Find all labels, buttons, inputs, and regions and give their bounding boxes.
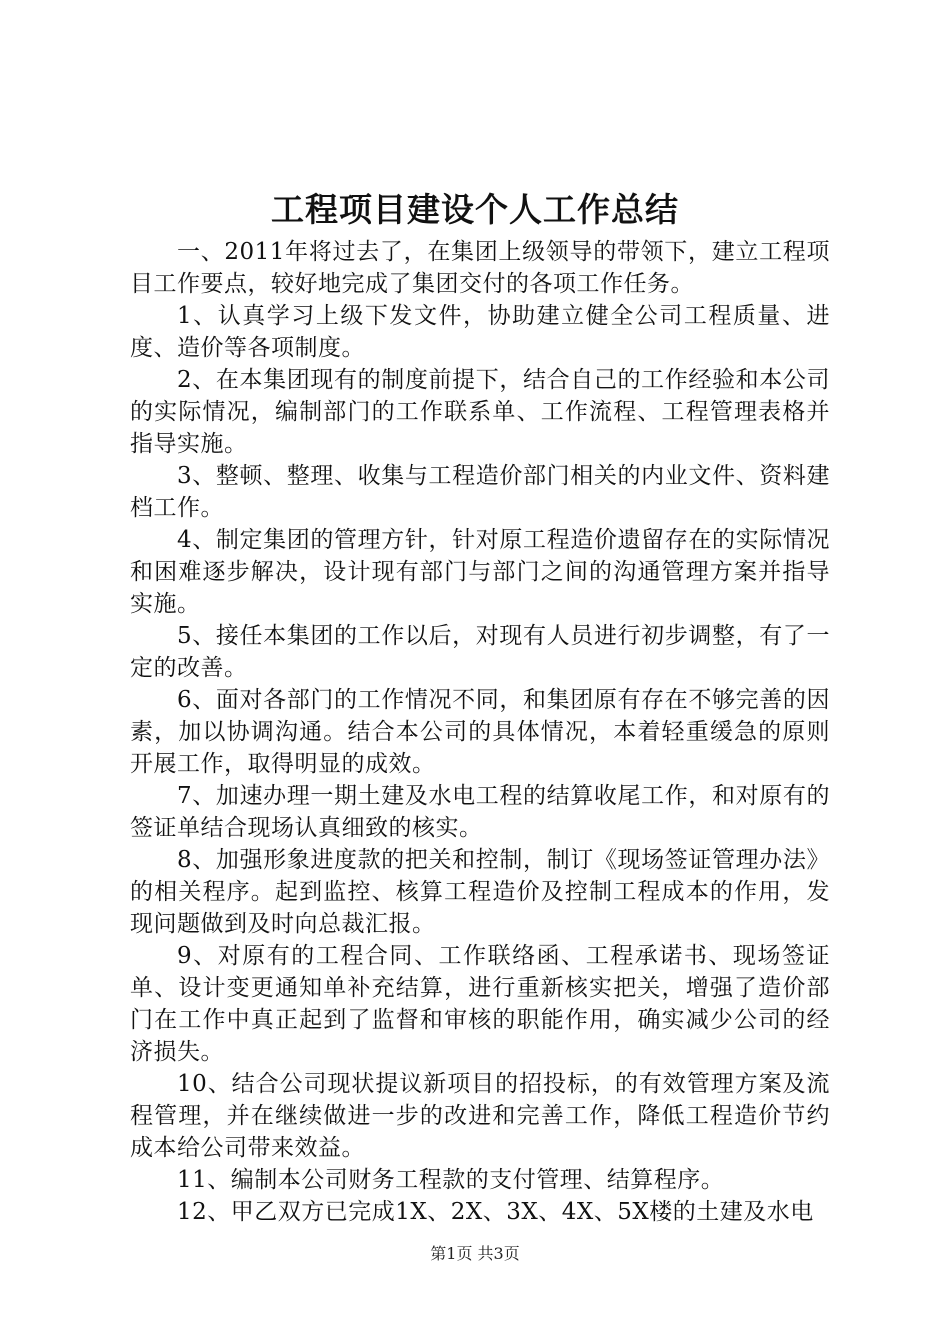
document-title: 工程项目建设个人工作总结 [271,190,679,229]
page-number-footer: 第1页 共3页 [430,1244,520,1263]
paragraph: 9、对原有的工程合同、工作联络函、工程承诺书、现场签证单、设计变更通知单补充结算，进行重新核实把关，增强了造价部门在工作中真正起到了监督和审核的职能作用，确实减少公司的经济损失。 [130,943,830,1065]
paragraph: 6、面对各部门的工作情况不同，和集团原有存在不够完善的因素，加以协调沟通。结合本公司的具体情况，本着轻重缓急的原则开展工作，取得明显的成效。 [130,687,830,777]
paragraph: 11、编制本公司财务工程款的支付管理、结算程序。 [177,1167,725,1193]
paragraph: 10、结合公司现状提议新项目的招投标，的有效管理方案及流程管理，并在继续做进一步的改进和完善工作，降低工程造价节约成本给公司带来效益。 [130,1071,830,1161]
paragraph: 一、2011年将过去了，在集团上级领导的带领下，建立工程项目工作要点，较好地完成了集团交付的各项工作任务。 [130,239,830,297]
paragraph: 1、认真学习上级下发文件，协助建立健全公司工程质量、进度、造价等各项制度。 [130,303,830,361]
document-body [130,236,830,1228]
paragraph: 4、制定集团的管理方针，针对原工程造价遗留存在的实际情况和困难逐步解决，设计现有部门与部门之间的沟通管理方案并指导实施。 [130,527,830,617]
paragraph: 8、加强形象进度款的把关和控制，制订《现场签证管理办法》的相关程序。起到监控、核算工程造价及控制工程成本的作用，发现问题做到及时向总裁汇报。 [130,847,830,937]
paragraph: 7、加速办理一期土建及水电工程的结算收尾工作，和对原有的签证单结合现场认真细致的核实。 [130,783,830,841]
paragraph: 3、整顿、整理、收集与工程造价部门相关的内业文件、资料建档工作。 [130,463,830,521]
paragraph: 5、接任本集团的工作以后，对现有人员进行初步调整，有了一定的改善。 [130,623,830,681]
paragraph: 2、在本集团现有的制度前提下，结合自己的工作经验和本公司的实际情况，编制部门的工作联系单、工作流程、工程管理表格并指导实施。 [130,367,830,457]
paragraph: 12、甲乙双方已完成1X、2X、3X、4X、5X楼的土建及水电 [177,1199,814,1225]
